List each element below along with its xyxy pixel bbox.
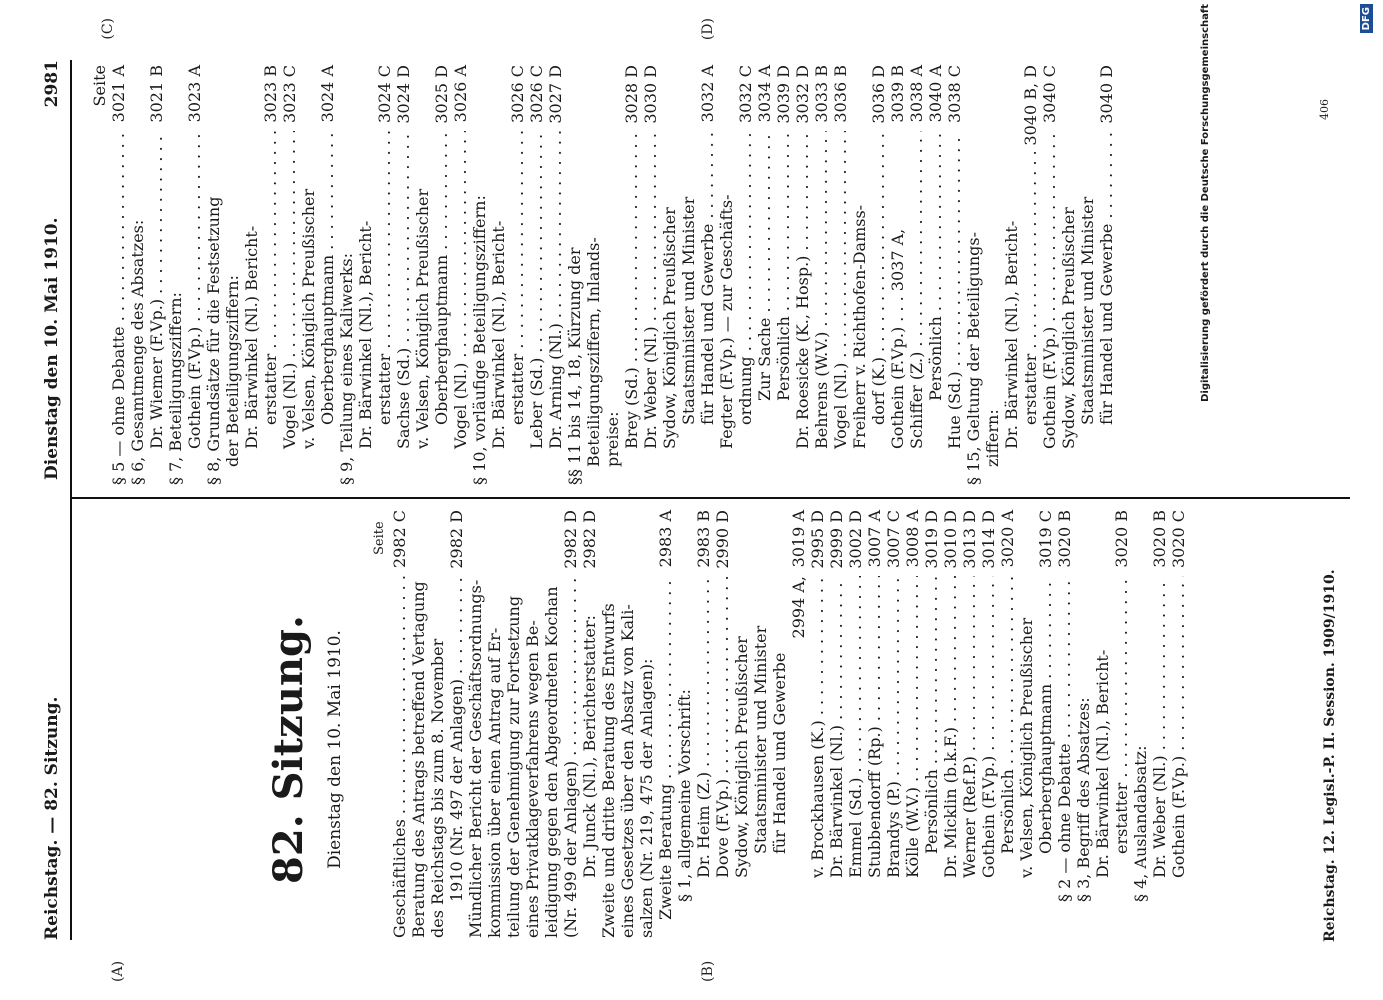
margin-letter-c: (C) (100, 18, 116, 40)
margin-letter-b: (B) (700, 960, 716, 982)
index-entry (793, 65, 812, 485)
index-entry (945, 65, 964, 485)
index-entry (698, 65, 717, 485)
entry-text: v. Velsen, Königlich Preußischer (299, 188, 318, 449)
entry-text: der Beteiligungsziffern: (223, 275, 242, 467)
entry-page-ref: 3026 C (527, 65, 546, 124)
entry-page-ref: 3028 D (622, 65, 641, 124)
entry-page-ref: 3020 B (1150, 510, 1169, 568)
entry-text: preise: (603, 411, 622, 467)
index-entry (675, 510, 694, 938)
entry-text: Staatsminister und Minister (1078, 196, 1097, 425)
entry-text: Oberberghauptmann . . . (1036, 576, 1055, 938)
page-number: 2981 (42, 60, 62, 108)
index-entry (451, 65, 470, 485)
index-entry (470, 65, 489, 485)
index-entry (755, 65, 774, 485)
entry-text: Dr. Arning (Nl.) . . . (546, 131, 565, 485)
entry-page-ref: 3019 A (789, 510, 808, 568)
entry-text: 1910 (Nr. 497 der Anlagen) . . . (447, 576, 466, 938)
entry-text: Dr. Bärwinkel (Nl.) . . . (827, 576, 846, 938)
entry-page-ref: 3020 A (998, 510, 1017, 568)
entry-page-ref: 2983 A (656, 510, 675, 568)
entry-text: Dr. Heim (Z.) . . . (694, 576, 713, 938)
index-entry (850, 65, 869, 485)
entry-page-ref: 3039 D (774, 65, 793, 124)
index-entry (409, 510, 428, 938)
running-head-right: Dienstag den 10. Mai 1910. (42, 217, 62, 480)
left-column-entries (390, 510, 1188, 938)
index-entry (964, 65, 983, 485)
entry-text: Staatsminister und Minister (679, 196, 698, 425)
entry-page-ref: 3014 D (979, 510, 998, 569)
index-entry (394, 65, 413, 485)
entry-text: Persönlich . . . (922, 576, 941, 938)
index-entry (846, 510, 865, 938)
entry-page-ref: 3024 C (375, 65, 394, 124)
entry-text: § 3, Begriff des Absatzes: (1074, 697, 1093, 902)
index-entry (694, 510, 713, 938)
entry-text: Fegter (F.Vp.) — zur Geschäfts- (717, 194, 736, 449)
index-entry (1112, 510, 1131, 938)
index-entry (1074, 510, 1093, 938)
header-rule (70, 60, 72, 940)
entry-text: salzen (Nr. 219, 475 der Anlagen): (637, 658, 656, 938)
index-entry (998, 510, 1017, 938)
index-entry (922, 510, 941, 938)
entry-text: § 5 — ohne Debatte . . . (109, 131, 128, 485)
index-entry (603, 65, 622, 485)
entry-text: Sachse (Sd.) . . . (394, 131, 413, 485)
entry-page-ref: 3026 A (451, 65, 470, 123)
entry-page-ref: 3040 B, D (1021, 65, 1040, 146)
entry-page-ref: 2982 D (447, 510, 466, 569)
entry-page-ref: 3032 D (793, 65, 812, 124)
index-entry (827, 510, 846, 938)
entry-text: v. Velsen, Königlich Preußischer (1017, 617, 1036, 878)
index-entry (1040, 65, 1059, 485)
entry-text: eines Gesetzes über den Absatz von Kali- (618, 604, 637, 938)
index-entry (542, 510, 561, 938)
entry-page-ref: 2982 D (561, 510, 580, 569)
entry-page-ref: 3040 D (1097, 65, 1116, 124)
index-entry (166, 65, 185, 485)
entry-page-ref: 3019 C (1036, 510, 1055, 569)
entry-text: Hue (Sd.) . . . (945, 131, 964, 485)
index-entry (751, 510, 770, 938)
entry-text: Dr. Bärwinkel (Nl.), Bericht- (1002, 220, 1021, 449)
index-entry (774, 65, 793, 485)
entry-page-ref: 3032 C (736, 65, 755, 124)
entry-page-ref: 3039 B (888, 65, 907, 123)
index-entry (432, 65, 451, 485)
entry-text: § 10, vorläufige Beteiligungsziffern: (470, 195, 489, 485)
entry-text: Zweite und dritte Beratung des Entwurfs (599, 603, 618, 938)
sheet-number: 406 (1318, 99, 1331, 120)
column-divider (70, 497, 1350, 499)
entry-page-ref: 3008 A (903, 510, 922, 568)
entry-text: Geschäftliches . . . (390, 576, 409, 938)
index-entry (561, 510, 580, 938)
entry-text: Brey (Sd.) . . . (622, 131, 641, 485)
index-entry (618, 510, 637, 938)
index-entry (888, 65, 907, 485)
entry-text: Dr. Wiemer (F.Vp.) . . . (147, 131, 166, 485)
entry-text: § 8, Grundsätze für die Festsetzung (204, 196, 223, 485)
entry-text: Staatsminister und Minister (751, 625, 770, 854)
index-entry (390, 510, 409, 938)
index-entry (428, 510, 447, 938)
index-entry (90, 65, 109, 485)
entry-text: Beteiligungsziffern, Inlands- (584, 237, 603, 467)
seite-label: Seite (372, 521, 387, 555)
index-entry (1055, 510, 1074, 938)
entry-text: Kölle (W.V.) . . . (903, 576, 922, 938)
index-entry (546, 65, 565, 485)
entry-text: erstatter . . . (1021, 152, 1040, 485)
entry-text: ziffern: (983, 409, 1002, 467)
entry-page-ref: 3024 A (318, 65, 337, 123)
entry-page-ref: 3040 A (926, 65, 945, 123)
index-entry (128, 65, 147, 485)
entry-page-ref: 3025 D (432, 65, 451, 124)
entry-text: des Reichstags bis zum 8. November (428, 638, 447, 938)
entry-text: Sydow, Königlich Preußischer (1059, 207, 1078, 449)
margin-letter-d: (D) (700, 18, 716, 41)
entry-text: Dr. Bärwinkel (Nl.), Bericht- (1093, 649, 1112, 878)
entry-text: ordnung . . . (736, 131, 755, 485)
entry-text: Werner (Ref.P.) . . . (960, 576, 979, 938)
entry-text: Mündlicher Bericht der Geschäftsordnungs- (466, 579, 485, 938)
entry-text: Vogel (Nl.) . . . (831, 131, 850, 485)
index-entry (580, 510, 599, 938)
entry-text: erstatter . . . (375, 131, 394, 485)
index-entry (109, 65, 128, 485)
entry-text: Persönlich . . . (926, 131, 945, 485)
entry-text: Gothein (F.Vp.) . . . 3037 A, (888, 228, 907, 449)
entry-page-ref: 3020 C (1169, 510, 1188, 569)
index-entry (413, 65, 432, 485)
right-column-entries (90, 65, 1116, 485)
index-entry (1169, 510, 1188, 938)
entry-page-ref: 3033 B (812, 65, 831, 123)
entry-text: Vogel (Nl.) . . . (451, 131, 470, 485)
entry-text: § 1, allgemeine Vorschrift: (675, 689, 694, 902)
entry-page-ref: 3002 D (846, 510, 865, 569)
entry-text: v. Brockhausen (K.) . . . (808, 576, 827, 938)
index-entry (770, 510, 789, 938)
entry-page-ref: Seite (90, 65, 109, 107)
index-entry (960, 510, 979, 938)
index-entry (504, 510, 523, 938)
entry-text: § 4, Auslandabsatz: (1131, 745, 1150, 902)
entry-text: Dr. Bärwinkel (Nl.), Bericht- (489, 220, 508, 449)
entry-text: Persönlich . . . (774, 131, 793, 485)
entry-page-ref: 2983 B (694, 510, 713, 568)
index-entry (318, 65, 337, 485)
entry-text: Emmel (Sd.) . . . (846, 576, 865, 938)
entry-text: eines Privatklageverfahrens wegen Be- (523, 620, 542, 938)
entry-page-ref: 2982 D (580, 510, 599, 569)
index-entry (527, 65, 546, 485)
index-entry (979, 510, 998, 938)
index-entry (983, 65, 1002, 485)
entry-text: v. Velsen, Königlich Preußischer (413, 188, 432, 449)
index-entry (523, 510, 542, 938)
entry-text: Dr. Weber (Nl.) . . . (1150, 576, 1169, 938)
index-entry (375, 65, 394, 485)
entry-page-ref: 3019 D (922, 510, 941, 569)
index-entry (1017, 510, 1036, 938)
entry-text: § 6, Gesamtmenge des Absatzes: (128, 219, 147, 485)
entry-page-ref: 3040 C (1040, 65, 1059, 124)
index-entry (903, 510, 922, 938)
entry-text: Sydow, Königlich Preußischer (660, 207, 679, 449)
index-entry (280, 65, 299, 485)
entry-page-ref: 2982 C (390, 510, 409, 569)
entry-text: erstatter . . . (261, 131, 280, 485)
entry-text: dorf (K.) . . . (869, 131, 888, 485)
entry-page-ref: 2999 D (827, 510, 846, 569)
index-entry (299, 65, 318, 485)
entry-page-ref: 3032 A (698, 65, 717, 123)
entry-text: Freiherr v. Richthofen-Damss- (850, 204, 869, 449)
entry-text: Gothein (F.Vp.) . . . (185, 131, 204, 485)
index-entry (223, 65, 242, 485)
index-entry (1036, 510, 1055, 938)
entry-page-ref: 3034 A (755, 65, 774, 123)
entry-text: Behrens (W.V.) . . . (812, 131, 831, 485)
entry-page-ref: 3010 D (941, 510, 960, 569)
index-entry (926, 65, 945, 485)
index-entry (565, 65, 584, 485)
entry-page-ref: 3021 B (147, 65, 166, 123)
index-entry (865, 510, 884, 938)
index-entry (261, 65, 280, 485)
entry-text: Dr. Roesicke (K., Hosp.) . . . (793, 131, 812, 485)
entry-page-ref: 3036 B (831, 65, 850, 123)
entry-text: Zur Sache . . . (755, 131, 774, 485)
entry-text: kommission über einen Antrag auf Er- (485, 627, 504, 938)
index-entry (508, 65, 527, 485)
entry-text: Schiffer (Z.) . . . (907, 131, 926, 485)
running-head-left: Reichstag. — 82. Sitzung. (42, 696, 62, 940)
index-entry (185, 65, 204, 485)
entry-text: Dr. Bärwinkel (Nl.) Bericht- (242, 225, 261, 449)
index-entry (447, 510, 466, 938)
entry-text: Gothein (F.Vp.) . . . (1040, 131, 1059, 485)
index-entry (941, 510, 960, 938)
index-entry (599, 510, 618, 938)
entry-text: für Handel und Gewerbe (770, 652, 789, 854)
entry-text: Gothein (F.Vp.) . . . (979, 576, 998, 938)
entry-text: Dr. Weber (Nl.) . . . (641, 131, 660, 485)
index-entry (242, 65, 261, 485)
entry-page-ref: 3038 A (907, 65, 926, 123)
index-entry (831, 65, 850, 485)
index-entry (660, 65, 679, 485)
index-entry (1021, 65, 1040, 485)
entry-text: § 9, Teilung eines Kaliwerks: (337, 253, 356, 485)
entry-text: Beratung des Antrags betreffend Vertagung (409, 581, 428, 938)
index-entry (736, 65, 755, 485)
entry-page-ref: 3023 B (261, 65, 280, 123)
entry-text: 2994 A, (789, 576, 808, 639)
entry-text: Oberberghauptmann . . . (318, 131, 337, 485)
entry-text: erstatter . . . (508, 131, 527, 485)
entry-text: Persönlich . . . (998, 576, 1017, 938)
index-entry (204, 65, 223, 485)
entry-page-ref: 3026 C (508, 65, 527, 124)
entry-text: Sydow, Königlich Preußischer (732, 636, 751, 878)
entry-text: leidigung gegen den Abgeordneten Kochan (542, 586, 561, 938)
index-entry (713, 510, 732, 938)
index-entry (1097, 65, 1116, 485)
footer: Reichstag. 12. Legisl.-P. II. Session. 1909/1910. (1322, 569, 1338, 942)
entry-page-ref: 3024 D (394, 65, 413, 124)
entry-page-ref: 3007 A (865, 510, 884, 568)
index-entry (732, 510, 751, 938)
entry-page-ref: 3007 C (884, 510, 903, 569)
entry-text: Leber (Sd.) . . . (527, 131, 546, 485)
index-entry (1093, 510, 1112, 938)
index-entry (641, 65, 660, 485)
index-entry (356, 65, 375, 485)
entry-page-ref: 3038 C (945, 65, 964, 124)
entry-text: Oberberghauptmann . . . (432, 131, 451, 485)
entry-page-ref: 3021 A (109, 65, 128, 123)
margin-letter-a: (A) (110, 960, 126, 982)
index-entry (907, 65, 926, 485)
entry-text: erstatter . . . (1112, 576, 1131, 938)
entry-text: Gothein (F.Vp.) . . . (1169, 576, 1188, 938)
index-entry (147, 65, 166, 485)
session-date: Dienstag den 10. Mai 1910. (325, 630, 345, 869)
entry-text: Dr. Micklin (b.k.F.) . . . (941, 576, 960, 938)
entry-text: § 7, Beteiligungsziffern: (166, 292, 185, 485)
index-entry (884, 510, 903, 938)
index-entry (808, 510, 827, 938)
index-entry (1002, 65, 1021, 485)
entry-page-ref: 3023 A (185, 65, 204, 123)
index-entry (812, 65, 831, 485)
entry-text: teilung der Genehmigung zur Fortsetzung (504, 595, 523, 938)
entry-text: Stubbendorff (Rp.) . . . (865, 576, 884, 938)
index-entry (622, 65, 641, 485)
entry-page-ref: 3020 B (1055, 510, 1074, 568)
entry-text: § 15, Geltung der Beteiligungs- (964, 232, 983, 485)
index-entry (656, 510, 675, 938)
entry-text: §§ 11 bis 14, 18, Kürzung der (565, 247, 584, 485)
entry-text: Brandys (P.) . . . (884, 576, 903, 938)
entry-text: (Nr. 499 der Anlagen) . . . (561, 576, 580, 938)
index-entry (489, 65, 508, 485)
index-entry (466, 510, 485, 938)
entry-page-ref: 2995 D (808, 510, 827, 569)
entry-page-ref: 3027 D (546, 65, 565, 124)
entry-page-ref: 3023 C (280, 65, 299, 124)
entry-page-ref: 2990 D (713, 510, 732, 569)
entry-page-ref: 3020 B (1112, 510, 1131, 568)
session-title: 82. Sitzung. (265, 615, 312, 884)
index-entry (584, 65, 603, 485)
entry-text: Dove (F.Vp.) . . . (713, 576, 732, 938)
entry-text: für Handel und Gewerbe . . . (698, 131, 717, 485)
digitization-note: Digitalisierung gefördert durch die Deutsche Forschungsgemeinschaft (1200, 4, 1211, 402)
entry-text: Dr. Bärwinkel (Nl.), Bericht- (356, 220, 375, 449)
index-entry (637, 510, 656, 938)
entry-text: Zweite Beratung . . . (656, 576, 675, 938)
index-entry (337, 65, 356, 485)
entry-text: Dr. Junck (Nl.), Berichterstatter: (580, 615, 599, 878)
index-entry (1131, 510, 1150, 938)
entry-page-ref: 3030 D (641, 65, 660, 124)
index-entry (1078, 65, 1097, 485)
index-entry (1150, 510, 1169, 938)
entry-page-ref: 3013 D (960, 510, 979, 569)
index-entry (789, 510, 808, 938)
index-entry (485, 510, 504, 938)
index-entry (717, 65, 736, 485)
entry-text: für Handel und Gewerbe . . . (1097, 131, 1116, 485)
index-entry (869, 65, 888, 485)
entry-text: Vogel (Nl.) . . . (280, 131, 299, 485)
index-entry (1059, 65, 1078, 485)
entry-page-ref: 3036 D (869, 65, 888, 124)
entry-text: § 2 — ohne Debatte . . . (1055, 576, 1074, 938)
dfg-logo: DFG (1360, 4, 1373, 33)
index-entry (679, 65, 698, 485)
